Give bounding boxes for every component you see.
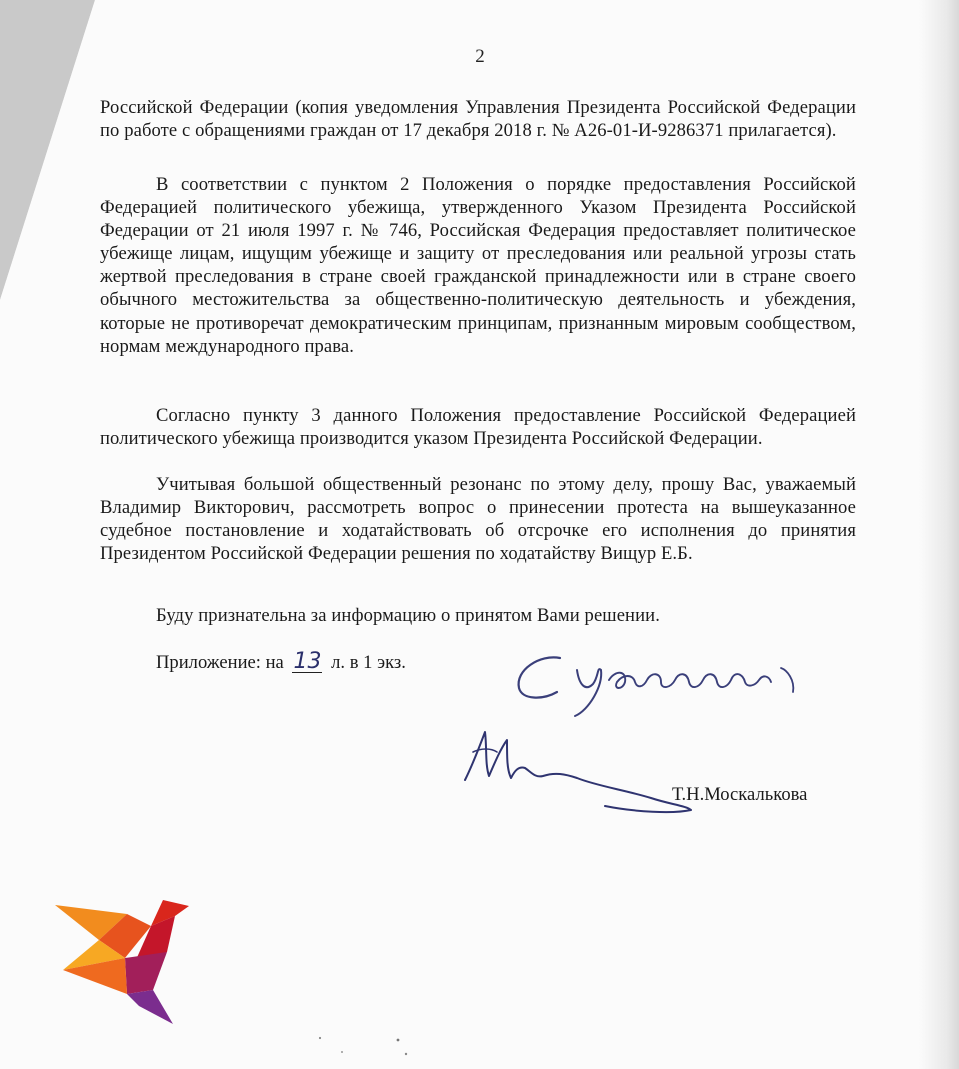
paragraph-request: Учитывая большой общественный резонанс по этому делу, прошу Вас, уважаемый Владимир Викторович, рассмотреть вопрос о принесении протеста на вышеуказанное судебное постановление и ходатайствовать об отсрочке его исполнения до принятия Президентом Российской Федерации решения по ходатайству Вищур Е.Б. bbox=[100, 474, 856, 565]
paragraph-asylum-regulation: В соответствии с пунктом 2 Положения о порядке предоставления Российской Федерацией политического убежища, утвержденного Указом Президента Российской Федерации от 21 июля 1997 г. № 746, Российская Федерация предоставляет политическое убежище лицам, ищущим убежище и защиту от преследования или реальной угрозы стать жертвой преследования в стране своей гражданской принадлежности или в стране своего обычного местожительства за общественно-политическую деятельность и убеждения, которые не противоречат демократическим принципам, признанным мировым сообществом, нормам международного права. bbox=[100, 174, 856, 357]
bird-logo bbox=[55, 900, 190, 1025]
attachment-sheet-count: 13 bbox=[293, 649, 322, 674]
paragraph-notification: Российской Федерации (копия уведомления Управления Президента Российской Федерации по работе с обращениями граждан от 17 декабря 2018 г. № А26-01-И-9286371 прилагается). bbox=[100, 97, 856, 142]
signature bbox=[455, 718, 695, 818]
paragraph-gratitude: Буду признательна за информацию о принятом Вами решении. bbox=[156, 605, 660, 626]
attachment-line bbox=[156, 649, 406, 674]
attachment-prefix: Приложение: на bbox=[156, 652, 284, 673]
page-number: 2 bbox=[475, 46, 485, 67]
handwritten-closing bbox=[505, 640, 815, 720]
paragraph-presidential-decree: Согласно пункту 3 данного Положения предоставление Российской Федерацией политического убежища производится указом Президента Российской Федерации. bbox=[100, 405, 856, 450]
page-edge-shadow bbox=[919, 0, 959, 1069]
signer-name: Т.Н.Москалькова bbox=[672, 784, 808, 805]
attachment-suffix: л. в 1 экз. bbox=[331, 652, 406, 673]
